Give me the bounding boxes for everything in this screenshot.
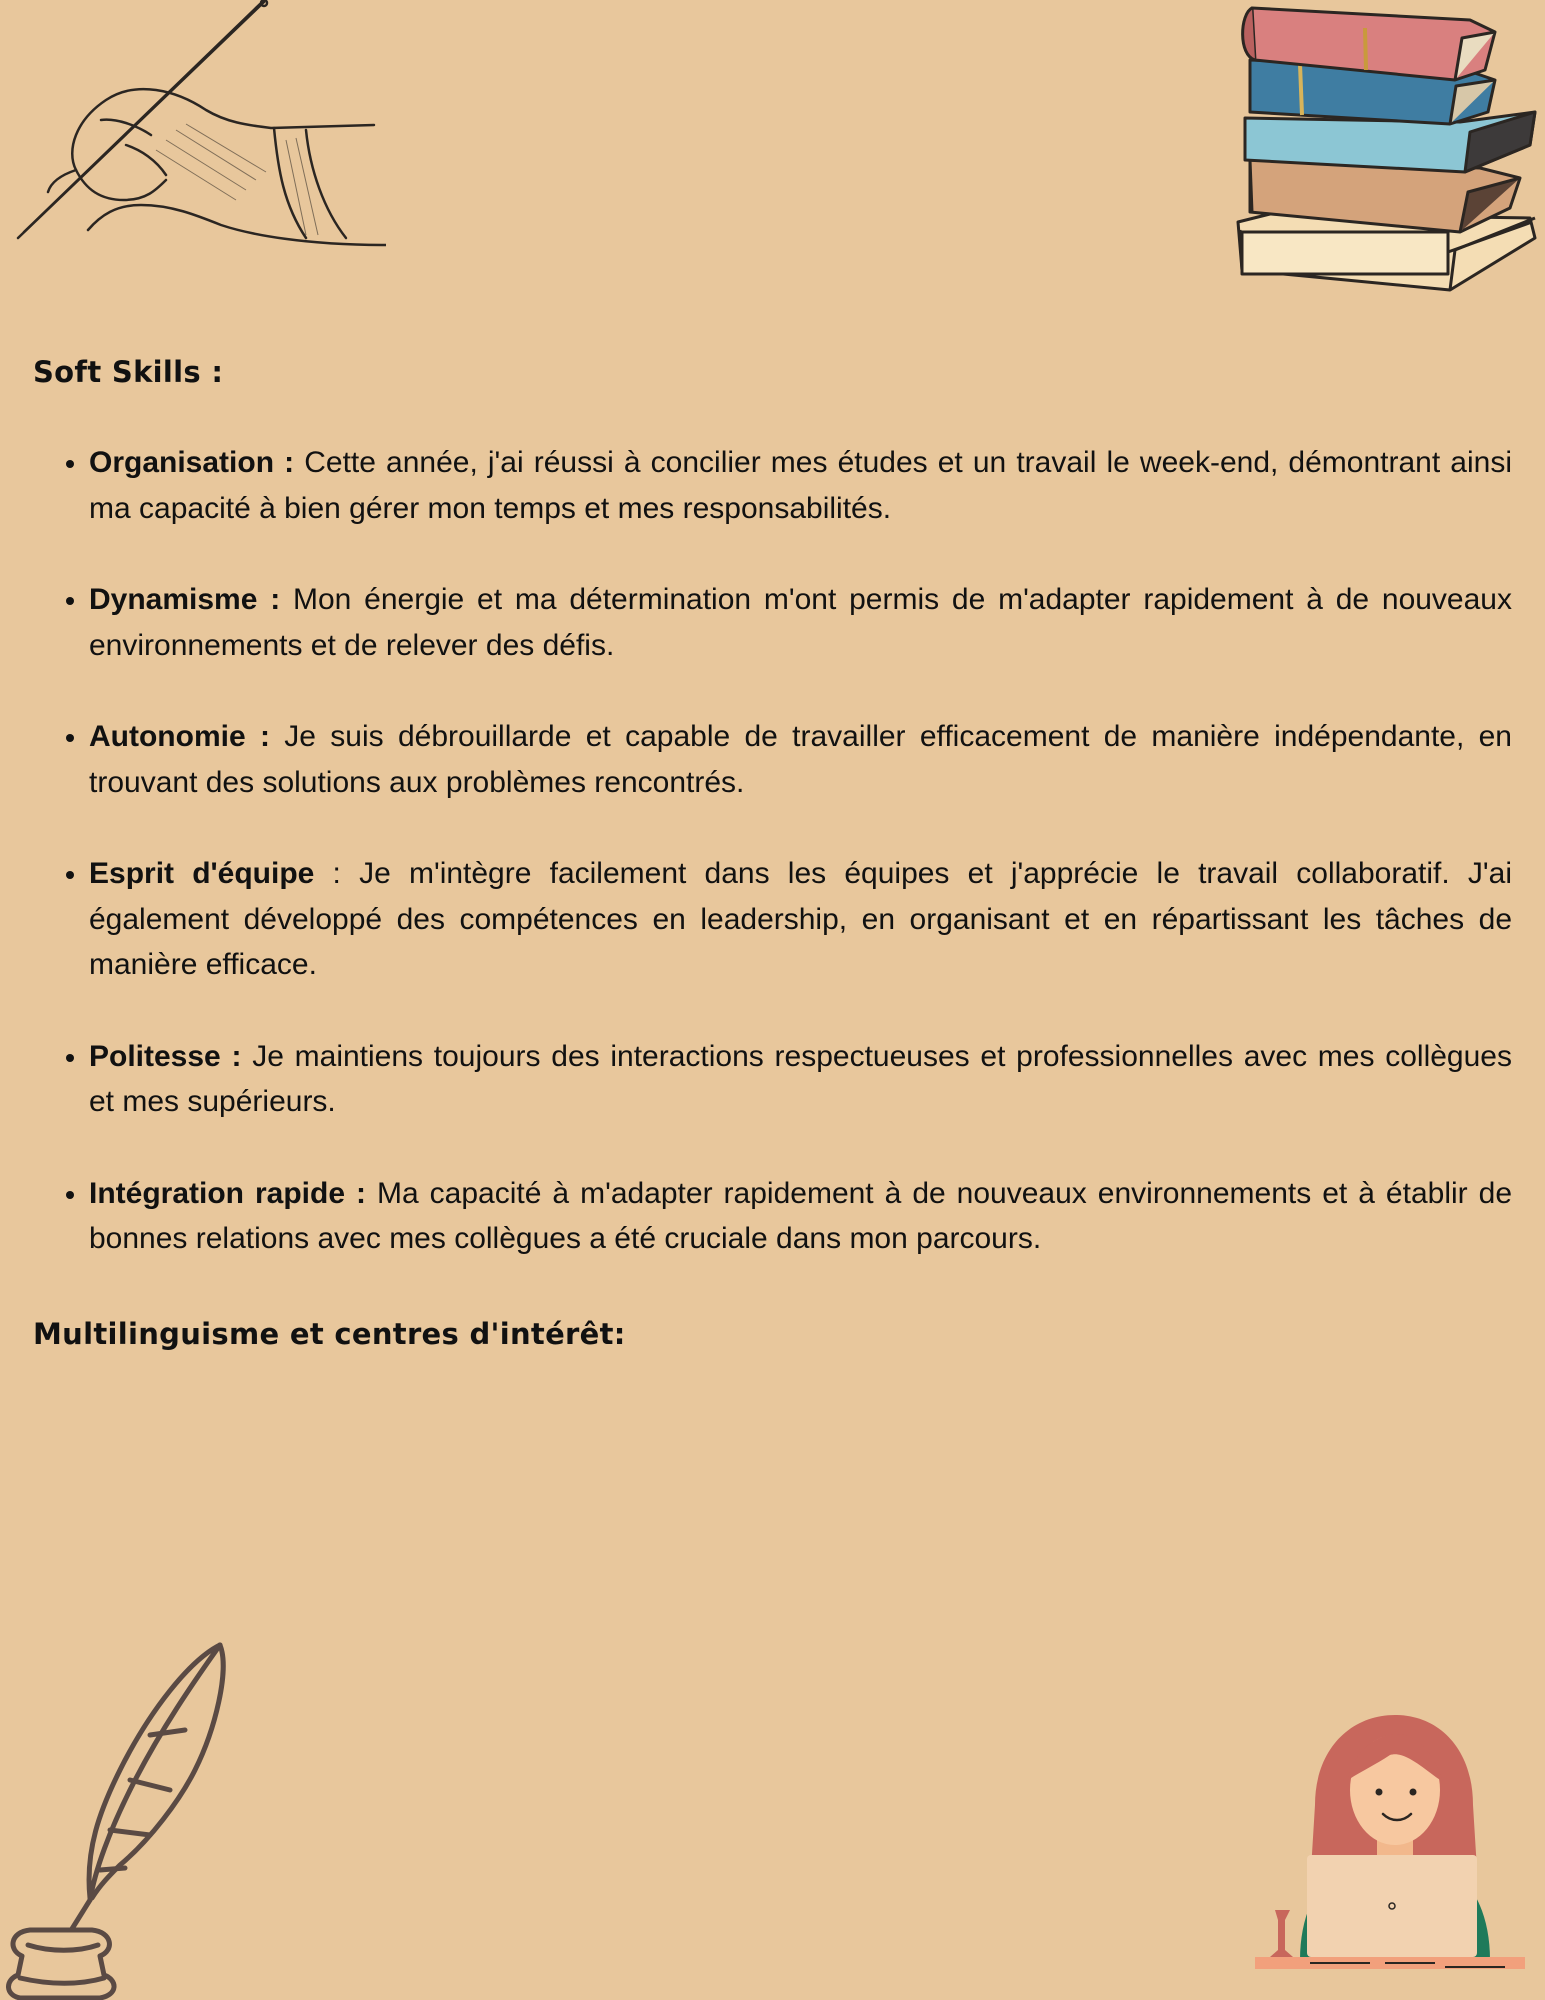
book-stack-icon: [1230, 0, 1545, 310]
skill-term: Esprit d'équipe: [89, 857, 315, 890]
list-item: [89, 1171, 1512, 1262]
soft-skills-heading: Soft Skills :: [33, 355, 224, 389]
list-item: [89, 714, 1512, 805]
multilingual-heading: Multilinguisme et centres d'intérêt:: [33, 1317, 626, 1351]
skill-term: Politesse :: [89, 1039, 242, 1073]
skill-description: Mon énergie et ma détermination m'ont permis de m'adapter rapidement à de nouveaux environnements et de relever des défis.: [89, 583, 1512, 662]
soft-skills-list: [0, 440, 1512, 1308]
skill-description: Ma capacité à m'adapter rapidement à de nouveaux environnements et à établir de bonnes relations avec mes collègues a été cruciale dans mon parcours.: [89, 1176, 1513, 1255]
skill-description: Je maintiens toujours des interactions respectueuses et professionnelles avec mes collègues et mes supérieurs.: [89, 1039, 1512, 1118]
hand-writing-icon: [6, 0, 386, 250]
skill-term: Dynamisme :: [89, 583, 281, 616]
list-item: [89, 1034, 1512, 1125]
skill-term: Autonomie :: [89, 720, 270, 753]
list-item: [89, 851, 1512, 988]
list-item: [89, 440, 1512, 531]
skill-term: Intégration rapide :: [89, 1176, 367, 1210]
skill-description: Cette année, j'ai réussi à concilier mes études et un travail le week-end, démontrant ainsi ma capacité à bien gérer mon temps et mes responsabilités.: [89, 446, 1512, 525]
list-item: [89, 577, 1512, 668]
skill-description: : Je m'intègre facilement dans les équipes et j'apprécie le travail collaboratif. J'ai également développé des compétences en leadership, en organisant et en répartissant les tâches de manière efficace.: [89, 857, 1512, 981]
skill-term: Organisation :: [89, 446, 295, 479]
woman-laptop-icon: [1255, 1710, 1525, 1985]
skill-description: Je suis débrouillarde et capable de travailler efficacement de manière indépendante, en trouvant des solutions aux problèmes rencontrés.: [89, 720, 1512, 799]
quill-inkwell-icon: [0, 1640, 235, 2000]
